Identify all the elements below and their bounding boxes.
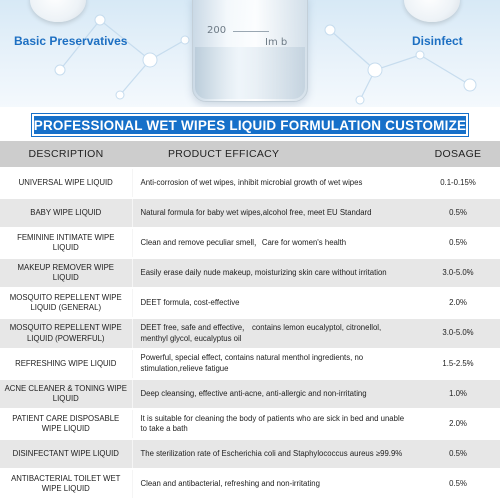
product-description-cell: REFRESHING WIPE LIQUID (0, 349, 132, 379)
beaker-image (192, 0, 308, 102)
table-row (0, 469, 500, 499)
product-efficacy-cell: DEET formula, cost-effective (132, 288, 416, 318)
dosage-cell: 0.5% (416, 228, 500, 258)
beaker-liquid (195, 47, 305, 99)
product-description-cell: PATIENT CARE DISPOSABLE WIPE LIQUID (0, 409, 132, 439)
product-efficacy-cell: It is suitable for cleaning the body of patients who are sick in bed and unable to take a bath (132, 409, 416, 439)
dosage-cell: 1.0% (416, 379, 500, 409)
table-row (0, 198, 500, 228)
formulation-table (0, 141, 500, 500)
table-row (0, 228, 500, 258)
dosage-cell: 0.5% (416, 439, 500, 469)
product-description-cell: MAKEUP REMOVER WIPE LIQUID (0, 258, 132, 288)
table-row (0, 439, 500, 469)
formulation-title-banner: PROFESSIONAL WET WIPES LIQUID FORMULATION CUSTOMIZE (32, 114, 468, 136)
product-description-cell: MOSQUITO REPELLENT WIPE LIQUID (POWERFUL) (0, 318, 132, 348)
dosage-cell: 0.1-0.15% (416, 168, 500, 198)
product-description-cell: FEMININE INTIMATE WIPE LIQUID (0, 228, 132, 258)
product-description-cell: ACNE CLEANER & TONING WIPE LIQUID (0, 379, 132, 409)
hero-banner (0, 0, 500, 107)
product-efficacy-cell: Anti-corrosion of wet wipes, inhibit microbial growth of wet wipes (132, 168, 416, 198)
table-header-row (0, 141, 500, 168)
beaker-graduation-label: 200 (207, 25, 227, 36)
table-row (0, 409, 500, 439)
product-description-cell: DISINFECTANT WIPE LIQUID (0, 439, 132, 469)
product-efficacy-cell: Clean and antibacterial, refreshing and non-irritating (132, 469, 416, 499)
disinfect-caption: Disinfect (412, 34, 463, 48)
beaker-graduation-label: Im b (265, 37, 288, 48)
product-efficacy-cell: Easily erase daily nude makeup, moisturizing skin care without irritation (132, 258, 416, 288)
product-description-cell: UNIVERSAL WIPE LIQUID (0, 168, 132, 198)
dosage-cell: 0.5% (416, 198, 500, 228)
dosage-cell: 1.5-2.5% (416, 349, 500, 379)
dosage-cell: 2.0% (416, 409, 500, 439)
table-row (0, 288, 500, 318)
product-efficacy-cell: DEET free, safe and effective， contains lemon eucalyptol, citronellol, menthyl glycol, eucalyptus oil (132, 318, 416, 348)
dosage-cell: 2.0% (416, 288, 500, 318)
column-header-dosage: DOSAGE (416, 141, 500, 168)
column-header-efficacy: PRODUCT EFFICACY (132, 141, 416, 168)
table-row (0, 349, 500, 379)
product-description-cell: ANTIBACTERIAL TOILET WET WIPE LIQUID (0, 469, 132, 499)
product-description-cell: MOSQUITO REPELLENT WIPE LIQUID (GENERAL) (0, 288, 132, 318)
dosage-cell: 3.0-5.0% (416, 318, 500, 348)
product-efficacy-cell: Natural formula for baby wet wipes,alcohol free, meet EU Standard (132, 198, 416, 228)
beaker-graduation-line (233, 31, 269, 32)
table-row (0, 318, 500, 348)
product-description-cell: BABY WIPE LIQUID (0, 198, 132, 228)
product-efficacy-cell: Powerful, special effect, contains natural menthol ingredients, no stimulation,relieve fatigue (132, 349, 416, 379)
product-efficacy-cell: Deep cleansing, effective anti-acne, anti-allergic and non-irritating (132, 379, 416, 409)
table-row (0, 168, 500, 198)
product-efficacy-cell: Clean and remove peculiar smell，Care for women's health (132, 228, 416, 258)
column-header-description: DESCRIPTION (0, 141, 132, 168)
dosage-cell: 0.5% (416, 469, 500, 499)
dosage-cell: 3.0-5.0% (416, 258, 500, 288)
table-row (0, 258, 500, 288)
basic-preservatives-caption: Basic Preservatives (14, 34, 128, 48)
table-row (0, 379, 500, 409)
product-efficacy-cell: The sterilization rate of Escherichia coli and Staphylococcus aureus ≥99.9% (132, 439, 416, 469)
